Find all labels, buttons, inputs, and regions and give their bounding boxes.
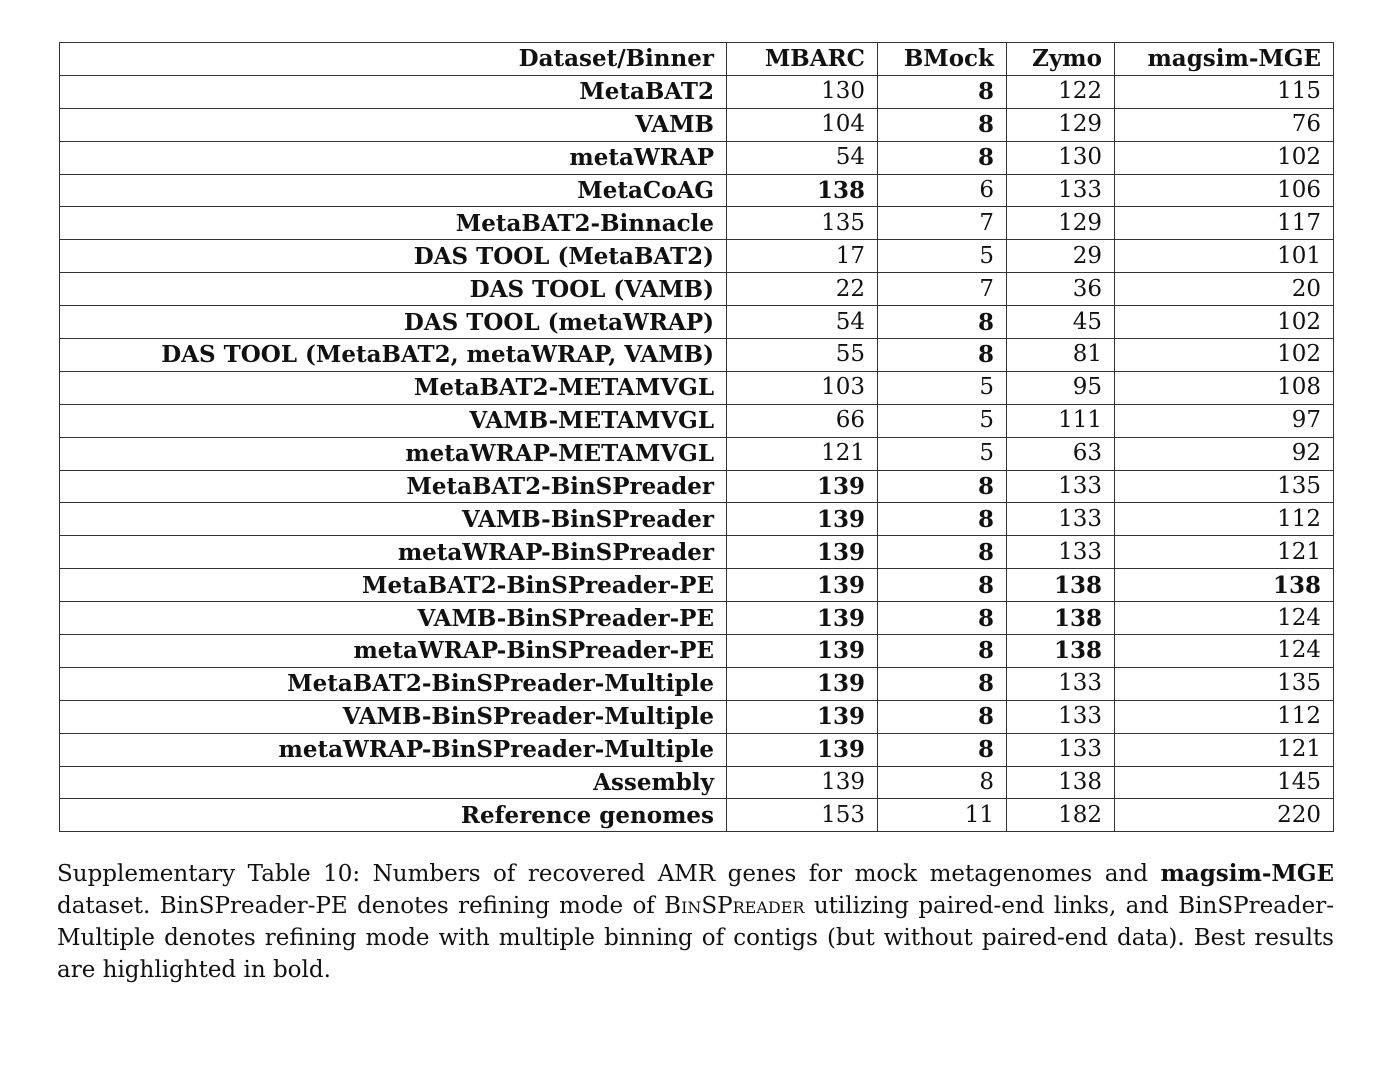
- row-label: MetaBAT2-Binnacle: [60, 207, 727, 240]
- table-cell: 153: [727, 799, 878, 832]
- table-cell: 124: [1115, 635, 1334, 668]
- table-cell: 8: [878, 141, 1007, 174]
- row-label: DAS TOOL (MetaBAT2, metaWRAP, VAMB): [60, 339, 727, 372]
- table-cell: 139: [727, 569, 878, 602]
- column-header-zymo: Zymo: [1007, 43, 1115, 76]
- table-cell: 129: [1007, 108, 1115, 141]
- table-cell: 95: [1007, 371, 1115, 404]
- table-row: [60, 569, 1334, 602]
- table-cell: 130: [727, 75, 878, 108]
- table-cell: 8: [878, 635, 1007, 668]
- table-row: [60, 240, 1334, 273]
- table-row: [60, 503, 1334, 536]
- row-label: Assembly: [60, 766, 727, 799]
- table-cell: 133: [1007, 174, 1115, 207]
- table-cell: 103: [727, 371, 878, 404]
- table-cell: 54: [727, 141, 878, 174]
- table-cell: 139: [727, 733, 878, 766]
- table-cell: 121: [1115, 536, 1334, 569]
- header-row: [60, 43, 1334, 76]
- table-cell: 8: [878, 339, 1007, 372]
- table-row: [60, 306, 1334, 339]
- table-row: [60, 141, 1334, 174]
- table-cell: 145: [1115, 766, 1334, 799]
- table-cell: 138: [1007, 602, 1115, 635]
- table-cell: 66: [727, 404, 878, 437]
- table-row: [60, 207, 1334, 240]
- table-cell: 106: [1115, 174, 1334, 207]
- table-cell: 7: [878, 207, 1007, 240]
- table-cell: 76: [1115, 108, 1334, 141]
- row-label: metaWRAP-BinSPreader-Multiple: [60, 733, 727, 766]
- table-row: [60, 536, 1334, 569]
- row-label: metaWRAP-BinSPreader-PE: [60, 635, 727, 668]
- table-cell: 102: [1115, 306, 1334, 339]
- table-row: [60, 75, 1334, 108]
- table-cell: 101: [1115, 240, 1334, 273]
- row-label: Reference genomes: [60, 799, 727, 832]
- table-cell: 112: [1115, 503, 1334, 536]
- table-cell: 11: [878, 799, 1007, 832]
- table-cell: 182: [1007, 799, 1115, 832]
- table-row: [60, 174, 1334, 207]
- table-cell: 121: [1115, 733, 1334, 766]
- table-cell: 97: [1115, 404, 1334, 437]
- row-label: DAS TOOL (metaWRAP): [60, 306, 727, 339]
- table-cell: 133: [1007, 733, 1115, 766]
- table-cell: 54: [727, 306, 878, 339]
- table-cell: 8: [878, 108, 1007, 141]
- table-cell: 111: [1007, 404, 1115, 437]
- row-label: DAS TOOL (MetaBAT2): [60, 240, 727, 273]
- table-cell: 102: [1115, 339, 1334, 372]
- table-cell: 139: [727, 503, 878, 536]
- table-cell: 20: [1115, 273, 1334, 306]
- table-caption: [57, 858, 1334, 986]
- row-label: VAMB-BinSPreader-PE: [60, 602, 727, 635]
- table-cell: 8: [878, 667, 1007, 700]
- table-cell: 135: [727, 207, 878, 240]
- table-cell: 108: [1115, 371, 1334, 404]
- row-label: MetaBAT2-BinSPreader-PE: [60, 569, 727, 602]
- row-label: MetaCoAG: [60, 174, 727, 207]
- column-header-mbarc: MBARC: [727, 43, 878, 76]
- table-cell: 36: [1007, 273, 1115, 306]
- table-row: [60, 799, 1334, 832]
- table-cell: 139: [727, 635, 878, 668]
- caption-part1: Supplementary Table 10: Numbers of recovered AMR genes for mock metagenomes and: [57, 861, 1161, 887]
- table-cell: 138: [727, 174, 878, 207]
- table-cell: 45: [1007, 306, 1115, 339]
- column-header-dataset: Dataset/Binner: [60, 43, 727, 76]
- row-label: MetaBAT2: [60, 75, 727, 108]
- table-row: [60, 273, 1334, 306]
- table-cell: 8: [878, 766, 1007, 799]
- table-row: [60, 437, 1334, 470]
- table-cell: 117: [1115, 207, 1334, 240]
- row-label: VAMB-BinSPreader-Multiple: [60, 700, 727, 733]
- table-cell: 8: [878, 503, 1007, 536]
- table-cell: 6: [878, 174, 1007, 207]
- caption-part3: utilizing paired-end links, and BinSPreader-Multiple denotes refining mode with multiple binning of contigs (but without paired-end data). Best results are highlighted in bold.: [57, 893, 1334, 983]
- row-label: metaWRAP: [60, 141, 727, 174]
- table-row: [60, 404, 1334, 437]
- row-label: DAS TOOL (VAMB): [60, 273, 727, 306]
- row-label: metaWRAP-BinSPreader: [60, 536, 727, 569]
- table-cell: 8: [878, 700, 1007, 733]
- table-cell: 138: [1007, 766, 1115, 799]
- table-cell: 138: [1007, 569, 1115, 602]
- table-row: [60, 635, 1334, 668]
- table-row: [60, 602, 1334, 635]
- table-cell: 115: [1115, 75, 1334, 108]
- table-cell: 124: [1115, 602, 1334, 635]
- caption-bold-term: magsim-MGE: [1160, 860, 1334, 887]
- table-row: [60, 667, 1334, 700]
- table-cell: 130: [1007, 141, 1115, 174]
- table-cell: 133: [1007, 536, 1115, 569]
- table-cell: 55: [727, 339, 878, 372]
- row-label: MetaBAT2-BinSPreader-Multiple: [60, 667, 727, 700]
- row-label: VAMB-METAMVGL: [60, 404, 727, 437]
- table-cell: 139: [727, 470, 878, 503]
- table-cell: 135: [1115, 470, 1334, 503]
- table-cell: 8: [878, 470, 1007, 503]
- table-cell: 139: [727, 667, 878, 700]
- table-cell: 102: [1115, 141, 1334, 174]
- table-cell: 8: [878, 569, 1007, 602]
- caption-part2: dataset. BinSPreader-PE denotes refining mode of: [57, 893, 665, 919]
- table-cell: 5: [878, 371, 1007, 404]
- row-label: metaWRAP-METAMVGL: [60, 437, 727, 470]
- table-cell: 22: [727, 273, 878, 306]
- table-row: [60, 108, 1334, 141]
- table-cell: 121: [727, 437, 878, 470]
- table-cell: 29: [1007, 240, 1115, 273]
- table-cell: 104: [727, 108, 878, 141]
- table-cell: 122: [1007, 75, 1115, 108]
- table-body: [60, 75, 1334, 831]
- table-cell: 135: [1115, 667, 1334, 700]
- table-cell: 8: [878, 733, 1007, 766]
- table-cell: 81: [1007, 339, 1115, 372]
- column-header-magsim-mge: magsim-MGE: [1115, 43, 1334, 76]
- table-cell: 17: [727, 240, 878, 273]
- table-cell: 5: [878, 437, 1007, 470]
- table-cell: 129: [1007, 207, 1115, 240]
- table-row: [60, 371, 1334, 404]
- table-cell: 139: [727, 700, 878, 733]
- table-cell: 138: [1007, 635, 1115, 668]
- table-cell: 139: [727, 766, 878, 799]
- table-cell: 133: [1007, 700, 1115, 733]
- caption-tool-name: BinSPreader: [664, 893, 805, 919]
- table-cell: 133: [1007, 503, 1115, 536]
- row-label: VAMB: [60, 108, 727, 141]
- table-row: [60, 766, 1334, 799]
- table-cell: 112: [1115, 700, 1334, 733]
- table-cell: 7: [878, 273, 1007, 306]
- table-cell: 139: [727, 536, 878, 569]
- table-cell: 8: [878, 306, 1007, 339]
- table-row: [60, 470, 1334, 503]
- row-label: MetaBAT2-BinSPreader: [60, 470, 727, 503]
- row-label: MetaBAT2-METAMVGL: [60, 371, 727, 404]
- table-row: [60, 733, 1334, 766]
- table-cell: 63: [1007, 437, 1115, 470]
- table-cell: 5: [878, 404, 1007, 437]
- table-cell: 8: [878, 536, 1007, 569]
- results-table: [59, 42, 1334, 832]
- table-cell: 8: [878, 75, 1007, 108]
- table-cell: 92: [1115, 437, 1334, 470]
- table-cell: 133: [1007, 470, 1115, 503]
- table-cell: 8: [878, 602, 1007, 635]
- table-cell: 133: [1007, 667, 1115, 700]
- table-row: [60, 700, 1334, 733]
- row-label: VAMB-BinSPreader: [60, 503, 727, 536]
- table-row: [60, 339, 1334, 372]
- table-cell: 5: [878, 240, 1007, 273]
- table-cell: 220: [1115, 799, 1334, 832]
- table-cell: 138: [1115, 569, 1334, 602]
- table-cell: 139: [727, 602, 878, 635]
- column-header-bmock: BMock: [878, 43, 1007, 76]
